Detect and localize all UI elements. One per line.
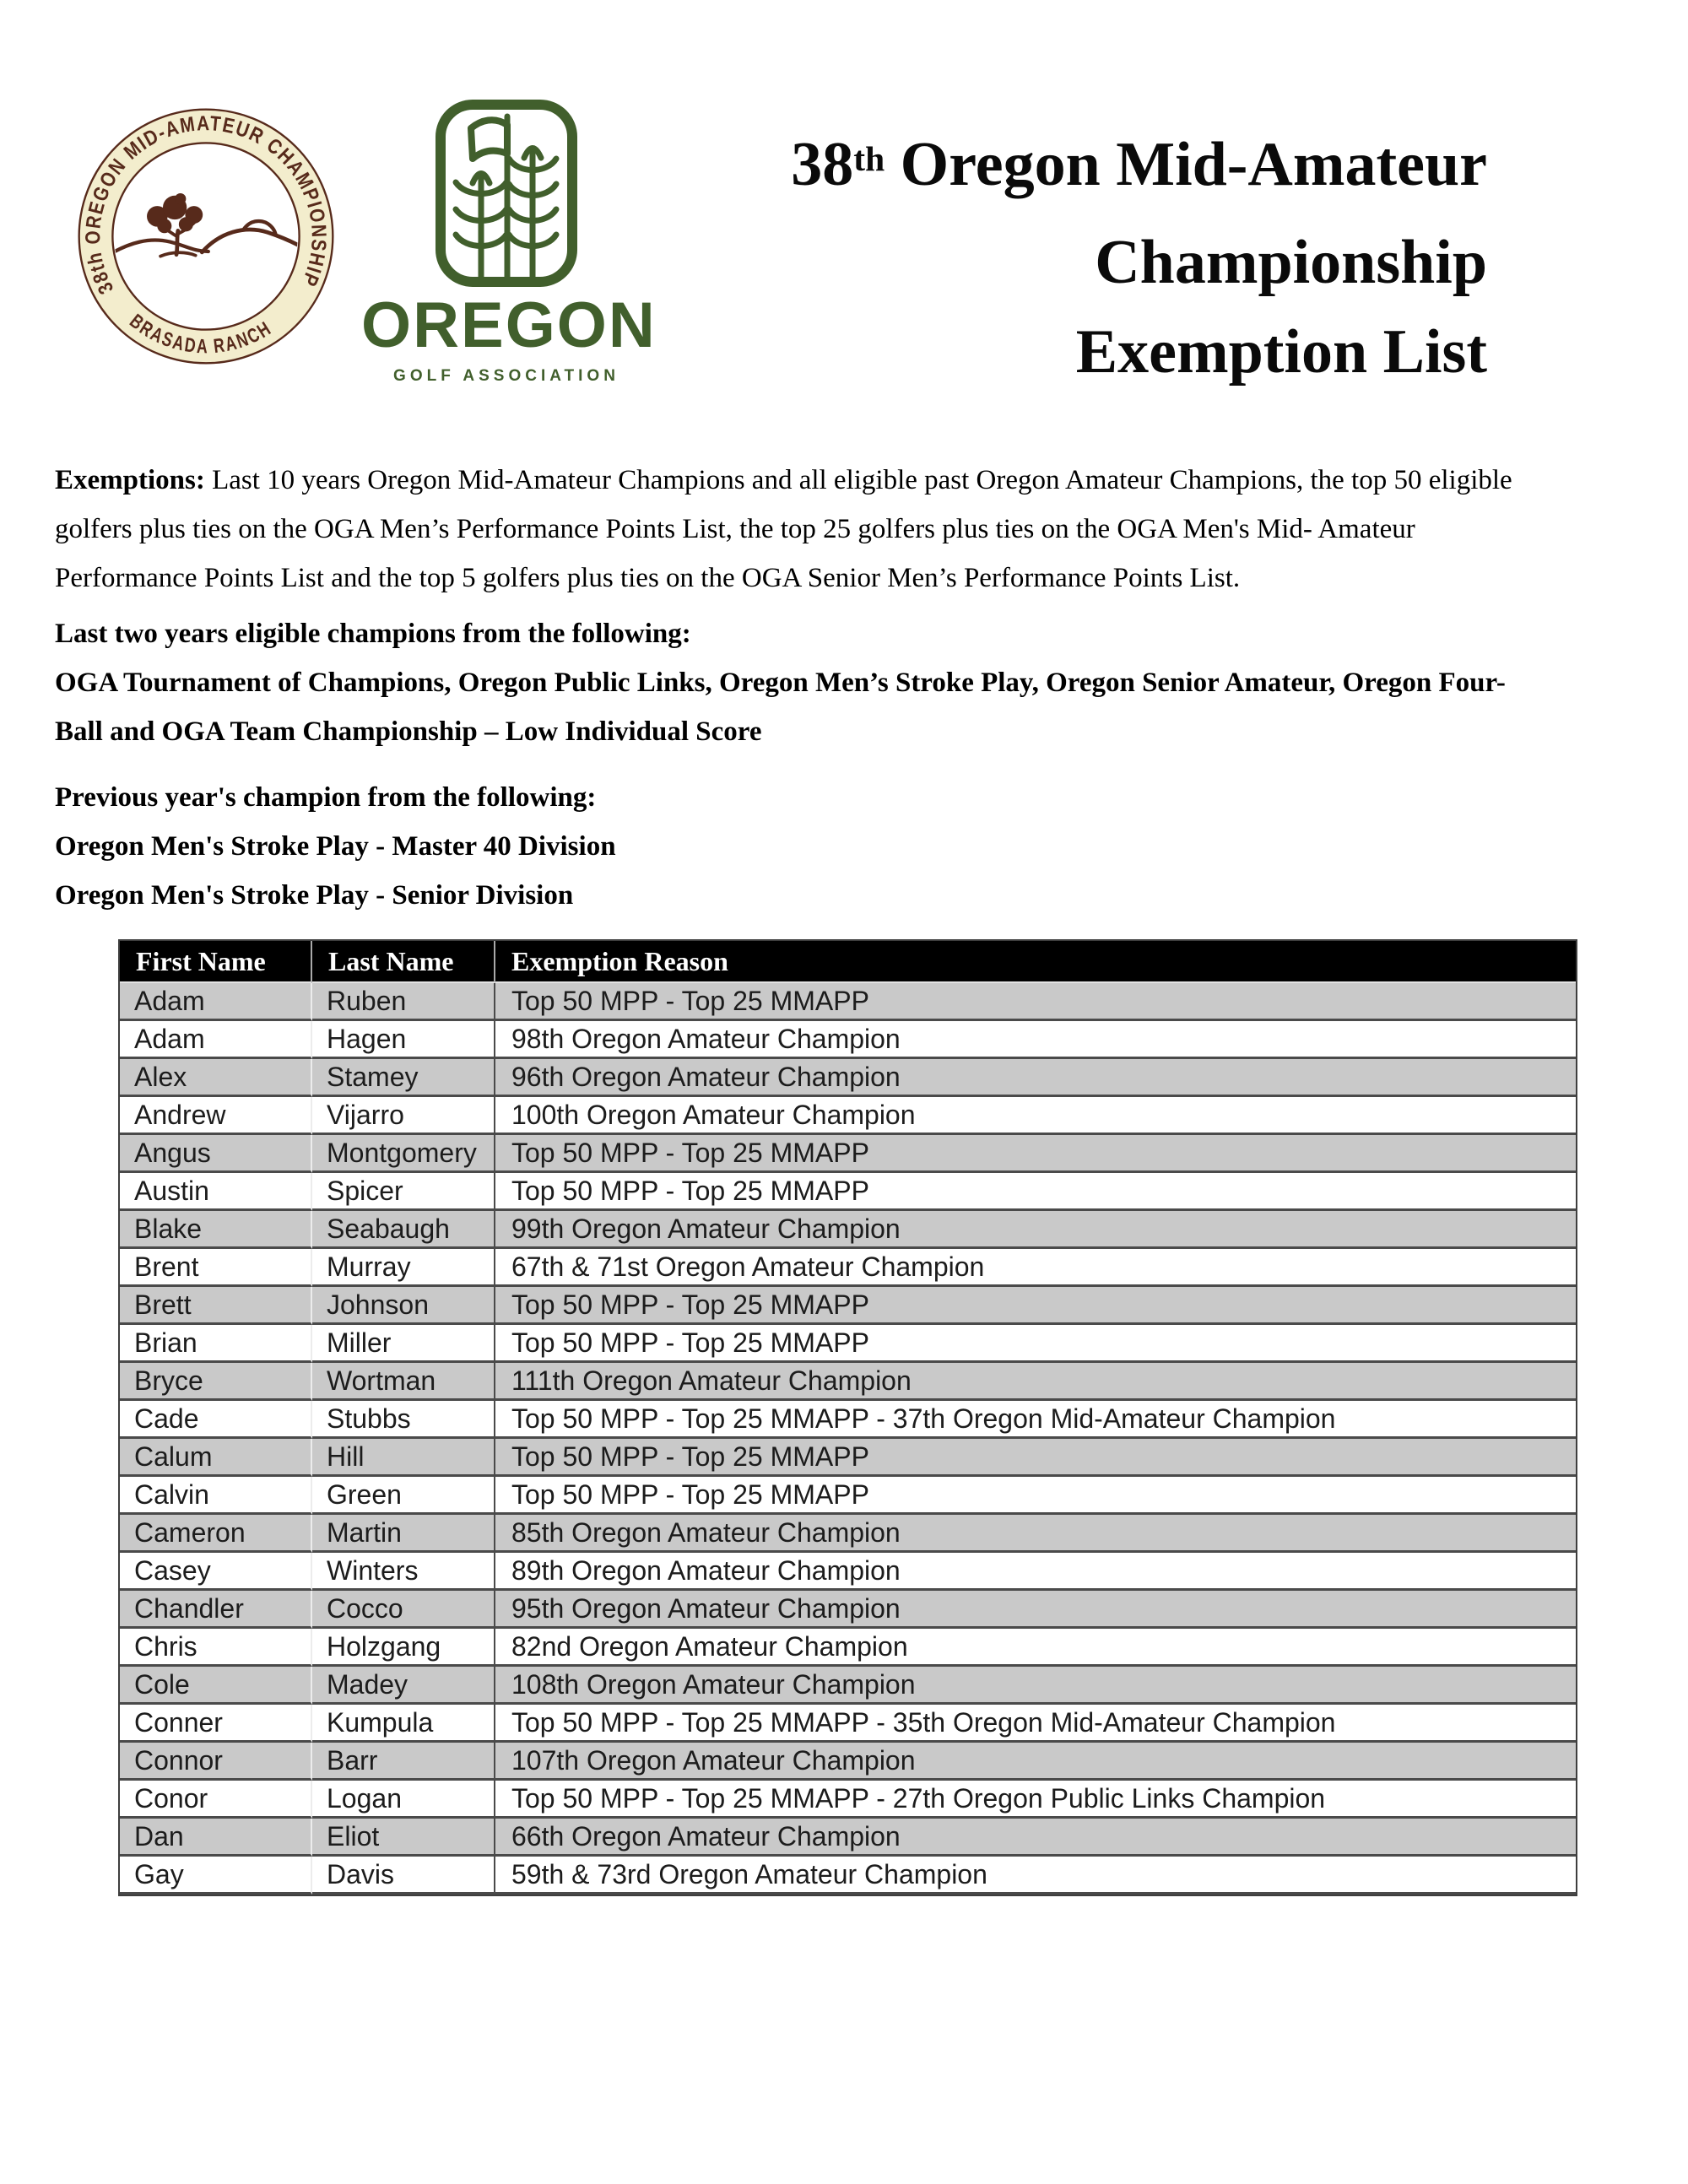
cell-first-name: Bryce [120,1363,312,1401]
exemption-table-head [120,941,1576,983]
page-title [791,120,1487,397]
previous-line-3: Oregon Men's Stroke Play - Senior Division [55,880,574,911]
cell-last-name: Murray [312,1249,495,1287]
cell-last-name: Seabaugh [312,1211,495,1249]
cell-exemption-reason: 66th Oregon Amateur Champion [495,1819,1576,1857]
table-row [120,1249,1576,1287]
cell-last-name: Eliot [312,1819,495,1857]
cell-exemption-reason: 108th Oregon Amateur Champion [495,1667,1576,1705]
cell-exemption-reason: Top 50 MPP - Top 25 MMAPP - 35th Oregon Mid-Amateur Champion [495,1705,1576,1743]
cell-exemption-reason: 96th Oregon Amateur Champion [495,1059,1576,1097]
cell-first-name: Cole [120,1667,312,1705]
intro-line-2: golfers plus ties on the OGA Men’s Performance Points List, the top 25 golfers plus ties on the OGA Men's Mid- Amateur [55,514,1415,544]
intro-line-1 [55,456,1607,505]
cell-first-name: Calum [120,1439,312,1477]
cell-last-name: Hagen [312,1021,495,1059]
cell-first-name: Conner [120,1705,312,1743]
cell-exemption-reason: 67th & 71st Oregon Amateur Champion [495,1249,1576,1287]
cell-exemption-reason: 111th Oregon Amateur Champion [495,1363,1576,1401]
cell-first-name: Cameron [120,1515,312,1553]
cell-last-name: Logan [312,1781,495,1819]
exemption-table [118,939,1577,1896]
oga-tagline: GOLF ASSOCIATION [393,367,619,385]
badge-seal-icon [74,105,338,368]
title-line1-rest: Oregon Mid-Amateur [885,130,1487,199]
previous-year-paragraph [55,773,1607,920]
cell-exemption-reason: Top 50 MPP - Top 25 MMAPP - 37th Oregon Mid-Amateur Champion [495,1401,1576,1439]
championship-badge-logo [74,105,338,368]
table-row [120,1021,1576,1059]
cell-exemption-reason: 82nd Oregon Amateur Champion [495,1629,1576,1667]
table-row [120,1781,1576,1819]
cell-last-name: Hill [312,1439,495,1477]
cell-exemption-reason: Top 50 MPP - Top 25 MMAPP - 27th Oregon Public Links Champion [495,1781,1576,1819]
title-line-1 [791,130,1487,199]
exemptions-label: Exemptions: [55,465,205,495]
champions-heading: Last two years eligible champions from the following: [55,619,691,649]
cell-first-name: Brett [120,1287,312,1325]
cell-last-name: Winters [312,1553,495,1591]
cell-first-name: Austin [120,1173,312,1211]
cell-last-name: Kumpula [312,1705,495,1743]
cell-last-name: Barr [312,1743,495,1781]
cell-last-name: Vijarro [312,1097,495,1135]
table-row [120,1287,1576,1325]
title-ordinal: th [853,138,885,178]
oga-trees-flag-icon [436,100,577,287]
table-row [120,1439,1576,1477]
cell-last-name: Miller [312,1325,495,1363]
cell-exemption-reason: Top 50 MPP - Top 25 MMAPP [495,1325,1576,1363]
exemptions-paragraph [55,456,1607,603]
cell-exemption-reason: 89th Oregon Amateur Champion [495,1553,1576,1591]
cell-exemption-reason: 99th Oregon Amateur Champion [495,1211,1576,1249]
cell-last-name: Stamey [312,1059,495,1097]
table-row [120,1401,1576,1439]
cell-exemption-reason: 95th Oregon Amateur Champion [495,1591,1576,1629]
previous-heading: Previous year's champion from the following: [55,782,597,813]
last-two-years-paragraph [55,609,1607,756]
cell-exemption-reason: 107th Oregon Amateur Champion [495,1743,1576,1781]
cell-last-name: Johnson [312,1287,495,1325]
header-first-name: First Name [120,941,312,983]
champions-line-2: OGA Tournament of Champions, Oregon Public Links, Oregon Men’s Stroke Play, Oregon Senior Amateur, Oregon Four- [55,668,1506,698]
table-row [120,1553,1576,1591]
cell-first-name: Brent [120,1249,312,1287]
table-row [120,1477,1576,1515]
table-row [120,1819,1576,1857]
table-row [120,1667,1576,1705]
table-row [120,1211,1576,1249]
title-number: 38 [791,130,854,199]
cell-last-name: Green [312,1477,495,1515]
cell-exemption-reason: 59th & 73rd Oregon Amateur Champion [495,1857,1576,1895]
cell-exemption-reason: 85th Oregon Amateur Champion [495,1515,1576,1553]
cell-last-name: Holzgang [312,1629,495,1667]
cell-first-name: Chris [120,1629,312,1667]
oga-logo [361,100,657,385]
cell-first-name: Connor [120,1743,312,1781]
cell-first-name: Casey [120,1553,312,1591]
cell-exemption-reason: Top 50 MPP - Top 25 MMAPP [495,983,1576,1021]
cell-first-name: Brian [120,1325,312,1363]
header-last-name: Last Name [312,941,495,983]
cell-first-name: Gay [120,1857,312,1895]
table-row [120,1325,1576,1363]
cell-last-name: Stubbs [312,1401,495,1439]
table-row [120,1173,1576,1211]
table-row [120,1135,1576,1173]
exemption-table-container [118,939,1607,1896]
previous-line-2: Oregon Men's Stroke Play - Master 40 Division [55,831,616,862]
oga-wordmark: OREGON [361,289,657,361]
table-row [120,1363,1576,1401]
cell-first-name: Andrew [120,1097,312,1135]
table-row [120,1705,1576,1743]
cell-first-name: Angus [120,1135,312,1173]
document-header [0,0,1688,397]
cell-first-name: Conor [120,1781,312,1819]
intro-line1-rest: Last 10 years Oregon Mid-Amateur Champions and all eligible past Oregon Amateur Champions, the top 50 eligible [204,465,1512,495]
cell-exemption-reason: Top 50 MPP - Top 25 MMAPP [495,1439,1576,1477]
cell-first-name: Adam [120,983,312,1021]
header-exemption-reason: Exemption Reason [495,941,1576,983]
title-line-2: Championship [1095,228,1487,297]
badge-arc-bottom-text: BRASADA RANCH [125,310,280,359]
cell-first-name: Dan [120,1819,312,1857]
cell-last-name: Montgomery [312,1135,495,1173]
cell-last-name: Davis [312,1857,495,1895]
table-row [120,1591,1576,1629]
cell-first-name: Adam [120,1021,312,1059]
cell-last-name: Madey [312,1667,495,1705]
cell-exemption-reason: Top 50 MPP - Top 25 MMAPP [495,1173,1576,1211]
table-row [120,1629,1576,1667]
cell-last-name: Ruben [312,983,495,1021]
cell-exemption-reason: Top 50 MPP - Top 25 MMAPP [495,1477,1576,1515]
table-row [120,1857,1576,1895]
table-row [120,1515,1576,1553]
table-header-row [120,941,1576,983]
document-body [55,456,1607,1896]
cell-last-name: Cocco [312,1591,495,1629]
cell-last-name: Spicer [312,1173,495,1211]
cell-last-name: Martin [312,1515,495,1553]
exemption-table-body [120,983,1576,1895]
cell-exemption-reason: Top 50 MPP - Top 25 MMAPP [495,1287,1576,1325]
table-row [120,1743,1576,1781]
champions-line-3: Ball and OGA Team Championship – Low Individual Score [55,716,762,747]
cell-first-name: Chandler [120,1591,312,1629]
intro-line-3: Performance Points List and the top 5 golfers plus ties on the OGA Senior Men’s Performance Points List. [55,563,1241,593]
cell-exemption-reason: Top 50 MPP - Top 25 MMAPP [495,1135,1576,1173]
table-row [120,983,1576,1021]
badge-arc-top-text: 38th OREGON MID-AMATEUR CHAMPIONSHIP [82,112,331,298]
cell-first-name: Alex [120,1059,312,1097]
cell-first-name: Blake [120,1211,312,1249]
cell-first-name: Calvin [120,1477,312,1515]
cell-exemption-reason: 100th Oregon Amateur Champion [495,1097,1576,1135]
cell-exemption-reason: 98th Oregon Amateur Champion [495,1021,1576,1059]
cell-first-name: Cade [120,1401,312,1439]
cell-last-name: Wortman [312,1363,495,1401]
table-row [120,1059,1576,1097]
table-row [120,1097,1576,1135]
title-line-3: Exemption List [1075,317,1487,387]
